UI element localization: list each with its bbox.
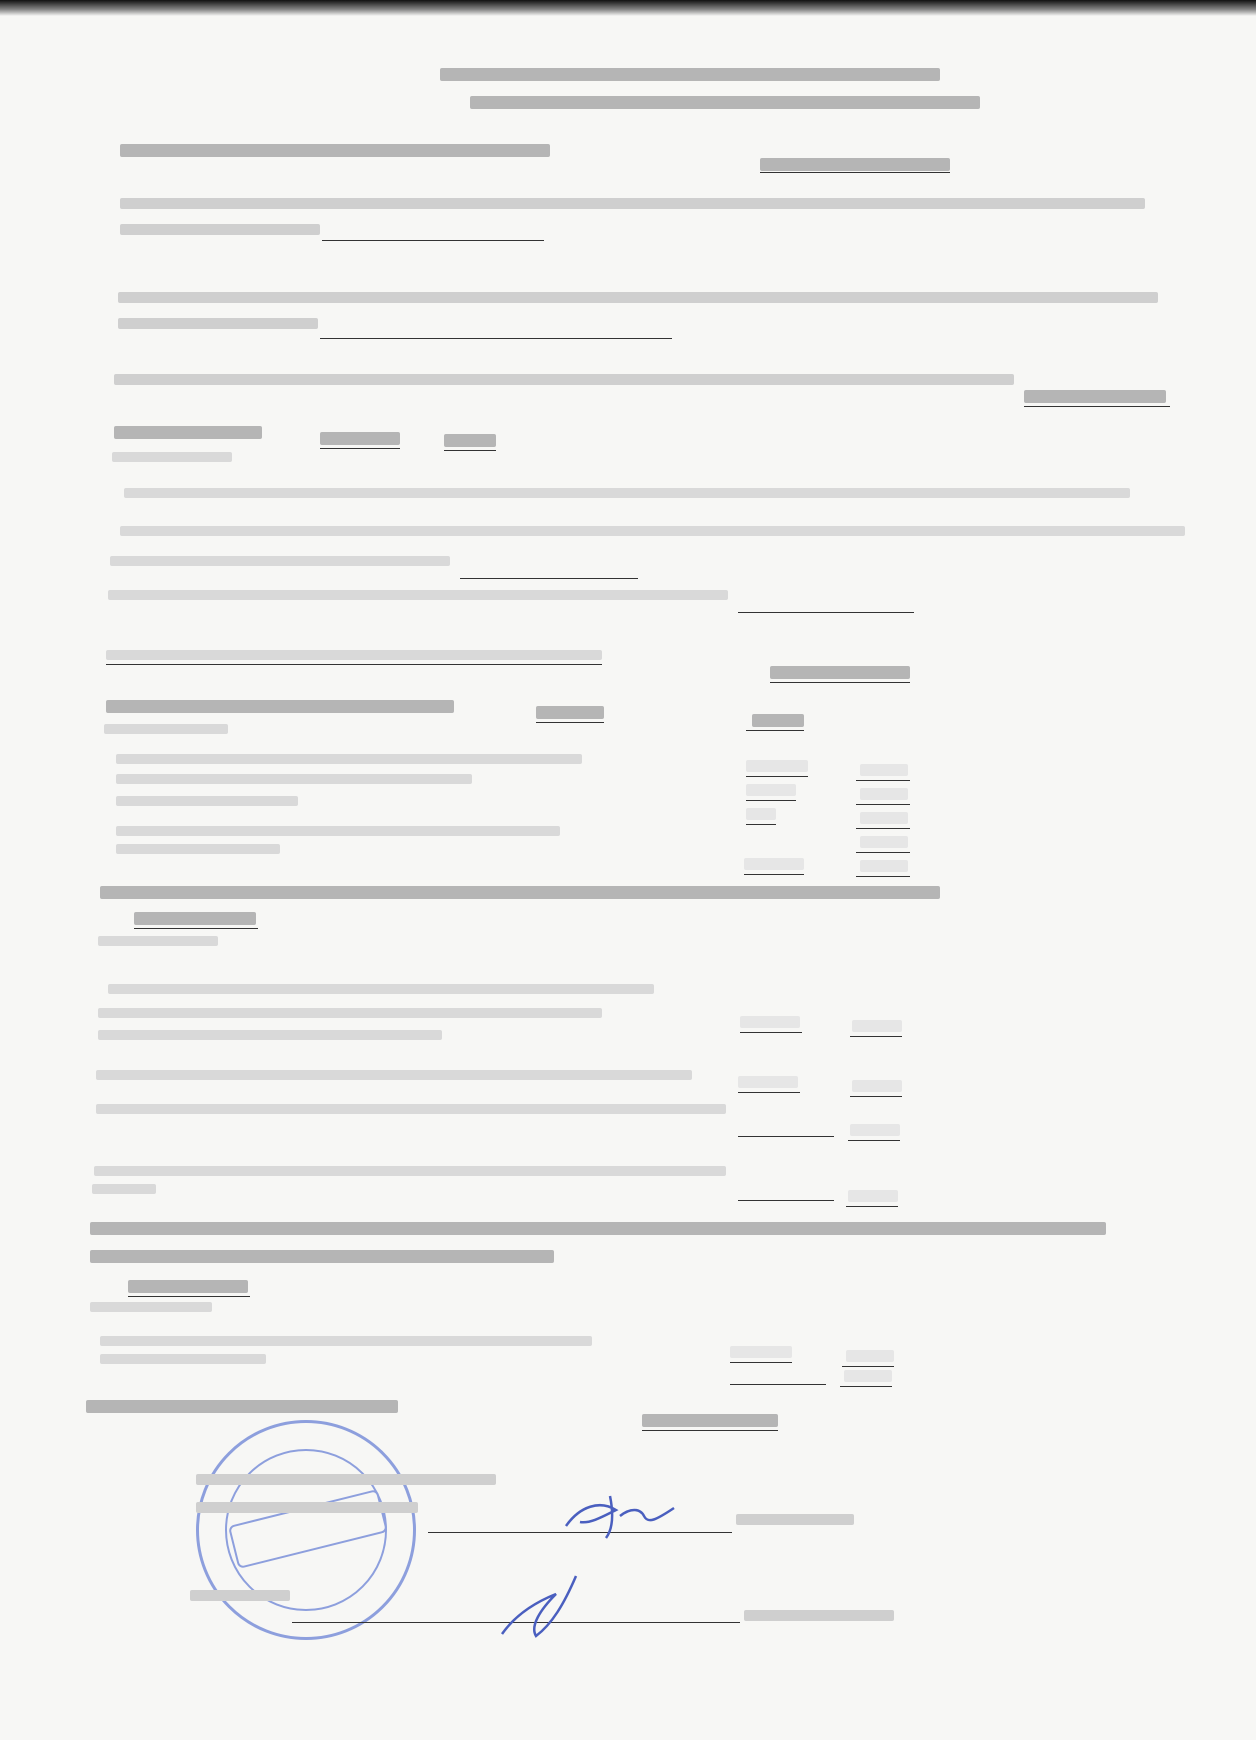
header-value <box>760 158 950 171</box>
admin-value-underline-1 <box>746 776 808 777</box>
total-expenses-label <box>86 1400 398 1413</box>
admin-unit-3 <box>860 812 908 824</box>
other-item-2 <box>100 1354 266 1364</box>
operation-item-2 <box>96 1070 692 1080</box>
director-title-line-1 <box>196 1474 496 1485</box>
admin-item-5 <box>116 844 280 854</box>
operation-item-4-line-2 <box>92 1184 156 1194</box>
operation-value-underline-1 <box>740 1032 802 1033</box>
operation-value-2 <box>738 1076 798 1088</box>
income-value <box>320 432 400 445</box>
savings-account-text-1 <box>118 292 1158 303</box>
title-line-2 <box>470 96 980 109</box>
operation-unit-underline-3 <box>848 1140 900 1141</box>
operation-expenses-value <box>134 912 256 925</box>
admin-expenses-value-underline <box>536 722 604 723</box>
other-expenses-value <box>128 1280 248 1293</box>
receivables-underline <box>1024 406 1170 407</box>
admin-values-col <box>746 760 808 772</box>
other-expenses-line-1 <box>90 1222 1106 1235</box>
operation-sub-label <box>98 936 218 946</box>
title-line-1 <box>440 68 940 81</box>
income-item-3-blank <box>738 612 914 613</box>
income-unit <box>444 434 496 447</box>
collected-value <box>770 666 910 679</box>
other-unit-2 <box>844 1370 892 1382</box>
total-expenses-value <box>642 1414 778 1427</box>
operation-item-1-line-1 <box>108 984 654 994</box>
other-unit-underline-2 <box>840 1386 892 1387</box>
current-account-text-2 <box>120 224 320 235</box>
operation-unit-underline-2 <box>850 1096 902 1097</box>
header-underline <box>760 172 950 173</box>
collected-label-underline <box>106 664 602 665</box>
operation-value-1 <box>740 1016 800 1028</box>
admin-item-1 <box>116 754 582 764</box>
collected-value-underline <box>770 682 910 683</box>
director-name <box>736 1514 854 1525</box>
admin-value-underline-3 <box>746 824 776 825</box>
operation-unit-1 <box>852 1020 902 1032</box>
other-expenses-line-2 <box>90 1250 554 1263</box>
operation-value-blank-4 <box>738 1200 834 1201</box>
admin-value-underline-2 <box>746 800 796 801</box>
economist-title <box>190 1590 290 1601</box>
scan-edge <box>0 0 1256 16</box>
income-item-2-blank <box>460 578 638 579</box>
admin-unit-underline-2 <box>856 804 910 805</box>
operation-value-underline-2 <box>738 1092 800 1093</box>
other-sub-label <box>90 1302 212 1312</box>
admin-sub-label <box>104 724 228 734</box>
admin-value-2 <box>746 784 796 796</box>
savings-account-blank <box>320 338 672 339</box>
header-label <box>120 144 550 157</box>
income-item-1 <box>124 488 1130 498</box>
operation-unit-4 <box>848 1190 898 1202</box>
other-value-1 <box>730 1346 792 1358</box>
operation-item-3 <box>96 1104 726 1114</box>
collected-label <box>106 650 602 660</box>
operation-unit-underline-4 <box>846 1206 898 1207</box>
director-signature <box>560 1486 680 1546</box>
operation-unit-3 <box>850 1124 900 1136</box>
admin-unit-underline-5 <box>856 876 910 877</box>
other-expenses-value-underline <box>128 1296 250 1297</box>
admin-expenses-label <box>106 700 454 713</box>
admin-value-3 <box>746 808 776 820</box>
admin-item-2 <box>116 774 472 784</box>
receivables-text <box>114 374 1014 385</box>
income-sub-label <box>112 452 232 462</box>
admin-unit-underline-3 <box>856 828 910 829</box>
economist-signature <box>492 1564 592 1648</box>
director-signature-graphic <box>560 1486 680 1546</box>
economist-signature-graphic <box>492 1564 592 1648</box>
income-item-3 <box>108 590 728 600</box>
admin-unit-4 <box>860 836 908 848</box>
operation-value-blank-3 <box>738 1136 834 1137</box>
operation-unit-2 <box>852 1080 902 1092</box>
admin-expenses-value <box>536 706 604 719</box>
admin-item-3 <box>116 796 298 806</box>
organization-stamp <box>196 1420 416 1640</box>
income-value-underline <box>320 448 400 449</box>
current-account-blank <box>322 240 544 241</box>
admin-unit-underline-4 <box>856 852 910 853</box>
current-account-text-1 <box>120 198 1145 209</box>
savings-account-text-2 <box>118 318 318 329</box>
operation-item-1-line-2 <box>98 1008 602 1018</box>
operation-item-1-line-3 <box>98 1030 442 1040</box>
income-item-2-line-1 <box>120 526 1185 536</box>
other-value-blank-2 <box>730 1384 826 1385</box>
operation-expenses-label <box>100 886 940 899</box>
total-expenses-value-underline <box>642 1430 778 1431</box>
admin-item-4 <box>116 826 560 836</box>
director-title-line-2 <box>196 1502 418 1513</box>
income-label <box>114 426 262 439</box>
other-unit-1 <box>846 1350 894 1362</box>
income-unit-underline <box>444 450 496 451</box>
receivables-value <box>1024 390 1166 403</box>
other-item-1 <box>100 1336 592 1346</box>
admin-unit-underline-1 <box>856 780 910 781</box>
admin-expenses-unit <box>752 714 804 727</box>
other-value-underline-1 <box>730 1362 792 1363</box>
admin-unit-5 <box>860 860 908 872</box>
admin-unit-1 <box>860 764 908 776</box>
economist-name <box>744 1610 894 1621</box>
operation-unit-underline-1 <box>850 1036 902 1037</box>
admin-value-5 <box>744 858 804 870</box>
other-unit-underline-1 <box>842 1366 894 1367</box>
admin-value-underline-5 <box>744 874 804 875</box>
operation-item-4-line-1 <box>94 1166 726 1176</box>
income-item-2-line-2 <box>110 556 450 566</box>
admin-expenses-unit-underline <box>746 730 804 731</box>
operation-expenses-value-underline <box>134 928 258 929</box>
admin-unit-2 <box>860 788 908 800</box>
